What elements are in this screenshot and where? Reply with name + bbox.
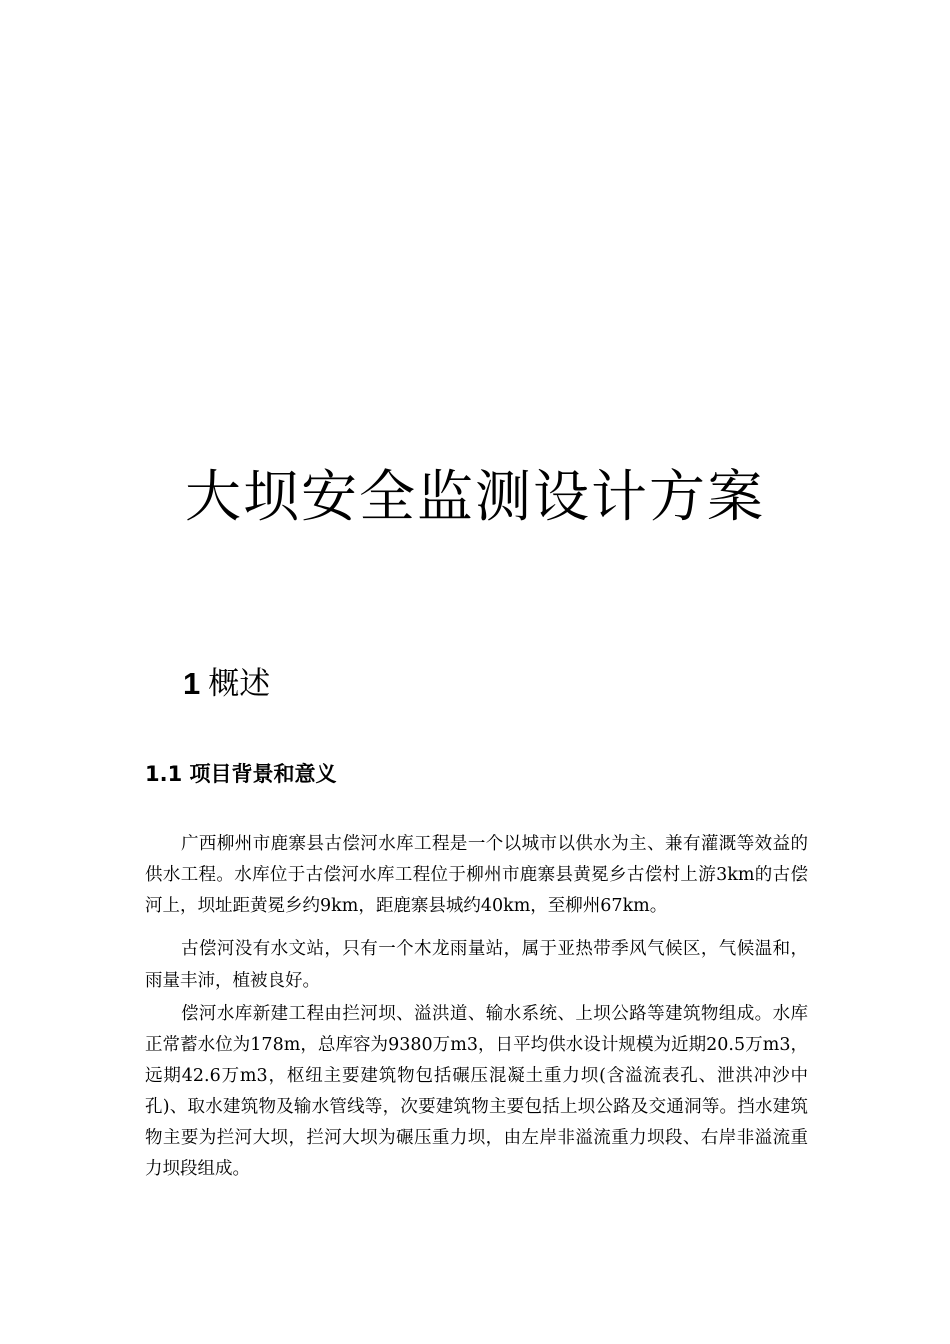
paragraph-project-location: 广西柳州市鹿寨县古偿河水库工程是一个以城市以供水为主、兼有灌溉等效益的供水工程。水库位于古偿河水库工程位于柳州市鹿寨县黄冕乡古偿村上游3km的古偿河上，坝址距黄冕乡约9km，距鹿寨县城约40km，至柳州67km。 (145, 834, 808, 916)
subsection-heading-1-1: 1.1 项目背景和意义 (145, 762, 337, 786)
document-title: 大坝安全监测设计方案 (185, 465, 765, 530)
section-number: 1 (183, 666, 201, 701)
section-title: 概述 (208, 666, 271, 702)
paragraph-structures: 偿河水库新建工程由拦河坝、溢洪道、输水系统、上坝公路等建筑物组成。水库正常蓄水位为178m，总库容为9380万m3，日平均供水设计规模为近期20.5万m3，远期42.6万m3，枢纽主要建筑物包括碾压混凝土重力坝(含溢流表孔、泄洪冲沙中孔)、取水建筑物及输水管线等，次要建筑物主要包括上坝公路及交通洞等。挡水建筑物主要为拦河大坝，拦河大坝为碾压重力坝，由左岸非溢流重力坝段、右岸非溢流重力坝段组成。 (145, 1004, 808, 1179)
section-heading-1 (183, 662, 270, 706)
paragraph-climate: 古偿河没有水文站，只有一个木龙雨量站，属于亚热带季风气候区，气候温和，雨量丰沛，植被良好。 (145, 939, 808, 991)
